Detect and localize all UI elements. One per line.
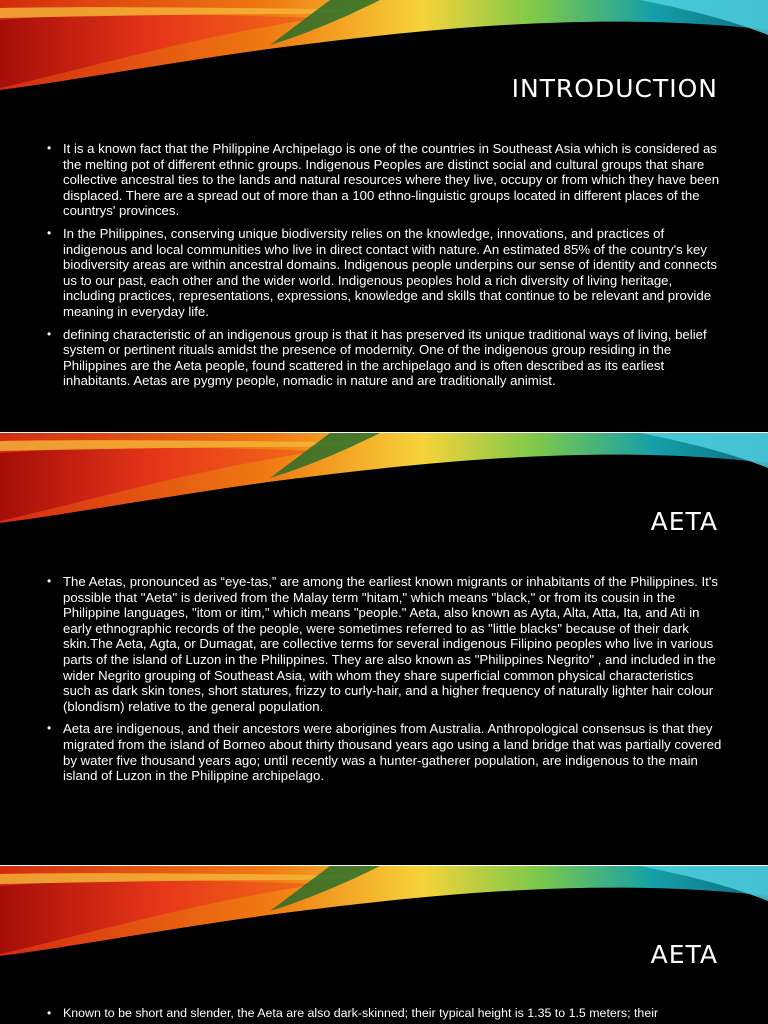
list-item: • Known to be short and slender, the Aeta are also dark-skinned; their typical height is 1.35 to 1.5 meters; their: [46, 1006, 724, 1022]
list-item: • defining characteristic of an indigenous group is that it has preserved its unique traditional ways of living, belief system or pertinent rituals amidst the presence of modernity. One of the indigenous group residing in the Philippines are the Aeta people, found scattered in the archipelago and is often described as its earliest inhabitants. Aetas are pygmy people, nomadic in nature and are traditionally animist.: [46, 327, 724, 389]
slide-title: INTRODUCTION: [511, 74, 718, 103]
slide-title: AETA: [650, 507, 718, 536]
list-item: • Aeta are indigenous, and their ancestors were aborigines from Australia. Anthropological consensus is that they migrated from the island of Borneo about thirty thousand years ago using a land bridge that was partially covered by water five thousand years ago; until recently was a hunter-gatherer population, are indigenous to the main island of Luzon in the Philippine archipelago.: [46, 721, 724, 783]
list-item: • In the Philippines, conserving unique biodiversity relies on the knowledge, innovations, and practices of indigenous and local communities who live in direct contact with nature. An estimated 85% of the country's key biodiversity areas are within ancestral domains. Indigenous people underpins our sense of identity and connects us to our past, each other and the wider world. Indigenous peoples hold a rich diversity of living heritage, including practices, representations, expressions, knowledge and skills that continue to be relevant and provide meaning in everyday life.: [46, 226, 724, 320]
list-item: • It is a known fact that the Philippine Archipelago is one of the countries in Southeast Asia which is considered as the melting pot of different ethnic groups. Indigenous Peoples are distinct social and cultural groups that share collective ancestral ties to the lands and natural resources where they live, occupy or from which they have been displaced. There are a spread out of more than a 100 ethno-linguistic groups located in different places of the countrys' provinces.: [46, 141, 724, 219]
bullet-list: [46, 1006, 724, 1024]
list-item: • The Aetas, pronounced as “eye-tas,” are among the earliest known migrants or inhabitants of the Philippines. It's possible that "Aeta" is derived from the Malay term "hitam," which means "black," or from its cousin in the Philippine languages, "itom or itim," which means "people." Aeta, also known as Ayta, Alta, Atta, Ita, and Ati in early ethnographic records of the people, were sometimes referred to as "little blacks" because of their dark skin.The Aeta, Agta, or Dumagat, are collective terms for several indigenous Filipino peoples who live in various parts of the island of Luzon in the Philippines. They are also known as "Philippines Negrito" , and included in the wider Negrito grouping of Southeast Asia, with whom they share superficial common physical characteristics such as dark skin tones, short statures, frizzy to curly-hair, and a higher frequency of naturally lighter hair colour (blondism) relative to the general population.: [46, 574, 724, 714]
bullet-list: [46, 141, 724, 396]
slide-introduction: [0, 0, 768, 432]
slide-title: AETA: [650, 940, 718, 969]
slide-aeta-continued: [0, 866, 768, 1024]
bullet-list: [46, 574, 724, 791]
slide-aeta: [0, 433, 768, 865]
